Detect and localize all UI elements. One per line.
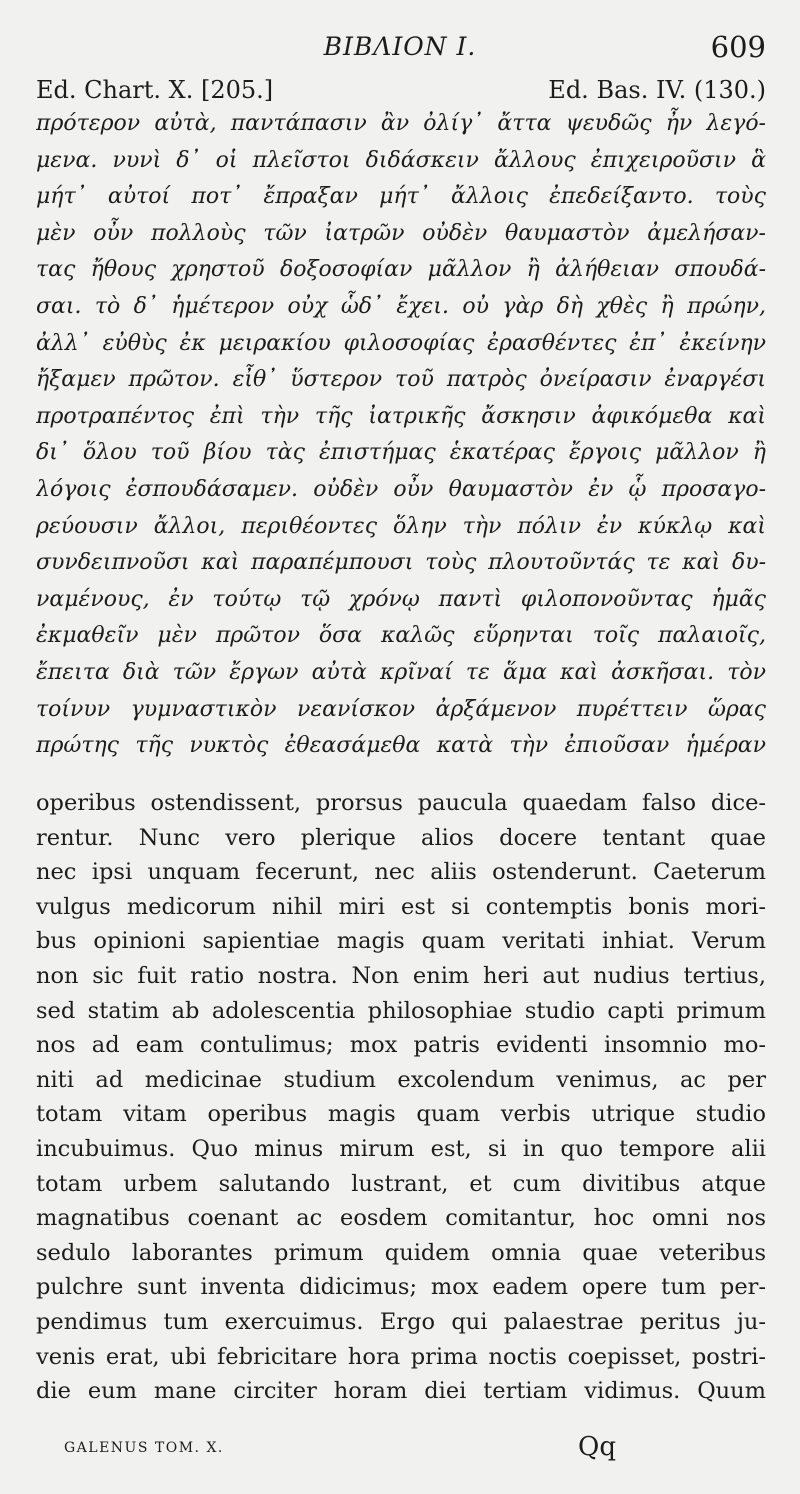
greek-line: τοίνυν γυμναστικὸν νεανίσκον ἀρξάμενον πυρέττειν ὥρας [36,696,766,722]
printer-signature: GALENUS TOM. X. [64,1440,224,1456]
greek-line: πρώτης τῆς νυκτὸς ἐθεασάμεθα κατὰ τὴν ἐπιοῦσαν ἡμέραν [36,733,766,759]
latin-line: pendimus tum exercuimus. Ergo qui palaestrae peritus ju- [36,1308,766,1335]
greek-line: συνδειπνοῦσι καὶ παραπέμπουσι τοὺς πλουτοῦντάς τε καὶ δυ- [36,550,766,576]
greek-line: ρεύουσιν ἄλλοι, περιθέοντες ὅλην τὴν πόλιν ἐν κύκλῳ καὶ [36,513,766,539]
greek-line: λόγοις ἐσπουδάσαμεν. οὐδὲν οὖν θαυμαστὸν ἐν ᾧ προσαγο- [36,476,766,502]
edition-chartier: Ed. Chart. X. [205.] [36,76,274,104]
latin-line: totam urbem salutando lustrant, et cum divitibus atque [36,1170,766,1197]
quire-mark: Qq [578,1432,616,1462]
greek-line: δι᾽ ὅλου τοῦ βίου τὰς ἐπιστήμας ἑκατέρας ἔργοις μᾶλλον ἢ [36,440,766,466]
latin-line: incubuimus. Quo minus mirum est, si in quo tempore alii [36,1135,766,1162]
greek-line: μενα. νυνὶ δ᾽ οἱ πλεῖστοι διδάσκειν ἄλλους ἐπιχειροῦσιν ἃ [36,147,766,173]
latin-line: pulchre sunt inventa didicimus; mox eadem opere tum per- [36,1274,766,1301]
latin-line: vulgus medicorum nihil miri est si contemptis bonis mori- [36,893,766,920]
latin-line: nos ad eam contulimus; mox patris evidenti insomnio mo- [36,1032,766,1059]
latin-line: rentur. Nunc vero plerique alios docere tentant quae [36,824,766,851]
greek-line: τας ἤθους χρηστοῦ δοξοσοφίαν μᾶλλον ἢ ἀλήθειαν σπουδά- [36,257,766,283]
latin-line: magnatibus coenant ac eosdem comitantur, hoc omni nos [36,1205,766,1232]
greek-text-block [36,106,766,765]
greek-line: μὲν οὖν πολλοὺς τῶν ἰατρῶν οὐδὲν θαυμαστὸν ἀμελήσαν- [36,220,766,246]
greek-line: σαι. τὸ δ᾽ ἡμέτερον οὐχ ὧδ᾽ ἔχει. οὐ γὰρ δὴ χθὲς ἢ πρώην, [36,293,766,319]
latin-line: totam vitam operibus magis quam verbis utrique studio [36,1101,766,1128]
page-footer [36,1434,766,1470]
greek-line: ναμένους, ἐν τούτῳ τῷ χρόνῳ παντὶ φιλοπονοῦντας ἡμᾶς [36,586,766,612]
greek-line: πρότερον αὐτὰ, παντάπασιν ἂν ὀλίγ᾽ ἄττα ψευδῶς ἦν λεγό- [36,111,766,136]
greek-line: προτραπέντος ἐπὶ τὴν τῆς ἰατρικῆς ἄσκησιν ἀφικόμεθα καὶ [36,403,766,429]
latin-text-block [36,786,766,1409]
edition-basel: Ed. Bas. IV. (130.) [548,76,766,104]
page-number: 609 [710,30,766,64]
running-head [0,30,800,66]
latin-line: die eum mane circiter horam diei tertiam vidimus. Quum [36,1378,766,1405]
running-title: BIBΛΙΟΝ I. [323,32,477,61]
greek-line: ἀλλ᾽ εὐθὺς ἐκ μειρακίου φιλοσοφίας ἐρασθέντες ἐπ᾽ ἐκείνην [36,330,766,356]
greek-line: ἐκμαθεῖν μὲν πρῶτον ὅσα καλῶς εὕρηνται τοῖς παλαιοῖς, [36,623,766,649]
latin-line: venis erat, ubi febricitare hora prima noctis coepisset, postri- [36,1343,766,1370]
latin-line: niti ad medicinae studium excolendum venimus, ac per [36,1066,766,1093]
latin-line: sed statim ab adolescentia philosophiae studio capti primum [36,997,766,1024]
greek-line: ἔπειτα διὰ τῶν ἔργων αὐτὰ κρῖναί τε ἅμα καὶ ἀσκῆσαι. τὸν [36,659,766,685]
latin-line: bus opinioni sapientiae magis quam veritati inhiat. Verum [36,928,766,955]
latin-line: non sic fuit ratio nostra. Non enim heri aut nudius tertius, [36,962,766,989]
greek-line: μήτ᾽ αὐτοί ποτ᾽ ἔπραξαν μήτ᾽ ἄλλοις ἐπεδείξαντο. τοὺς [36,184,766,210]
edition-line [36,76,766,106]
latin-line: nec ipsi unquam fecerunt, nec aliis ostenderunt. Caeterum [36,859,766,886]
latin-line: sedulo laborantes primum quidem omnia quae veteribus [36,1239,766,1266]
latin-line: operibus ostendissent, prorsus paucula quaedam falso dice- [36,790,766,816]
greek-line: ἤξαμεν πρῶτον. εἶθ᾽ ὕστερον τοῦ πατρὸς ὀνείρασιν ἐναργέσι [36,367,766,393]
